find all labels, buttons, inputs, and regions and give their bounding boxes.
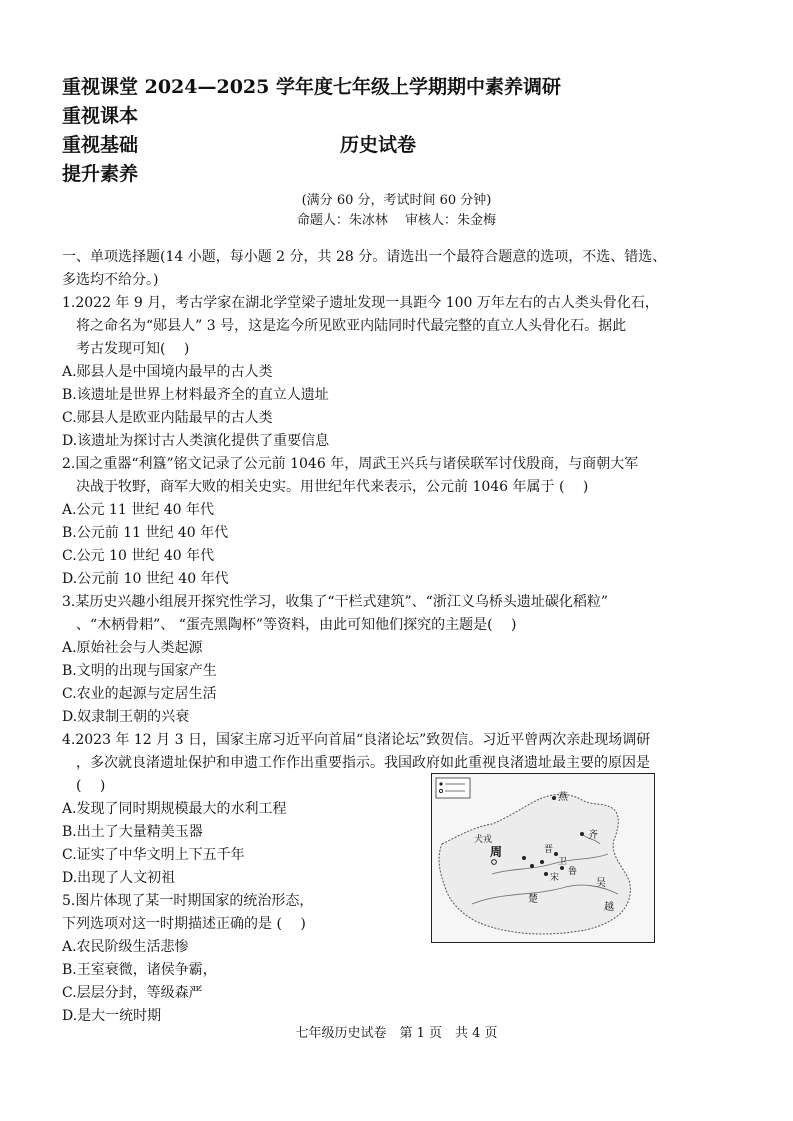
score-time-note: (满分 60 分，考试时间 60 分钟) [301,193,492,208]
subject-title: 历史试卷 [340,134,417,156]
map-label: 鲁 [568,867,578,877]
q4-stem-cont: ，多次就良渚遗址保护和申遗工作作出重要指示。我国政府如此重视良渚遗址最主要的原因是 [76,755,650,771]
map-label: 燕 [558,792,568,803]
q5-option-d: D.是大一统时期 [62,1008,162,1024]
q1-option-d: D.该遗址为探讨古人类演化提供了重要信息 [62,433,330,449]
q4-option-c: C.证实了中华文明上下五千年 [62,847,245,863]
q4-stem: 4.2023 年 12 月 3 日，国家主席习近平向首届“良渚论坛”致贺信。习近平曾两次亲赴现场调研 [62,732,651,748]
map-label: 宋 [550,873,560,883]
q2-stem-cont: 决战于牧野，商军大败的相关史实。用世纪年代来表示，公元前 1046 年属于 ( ) [76,479,589,495]
q5-stem-cont: 下列选项对这一时期描述正确的是 ( ) [62,916,306,932]
q3-stem-cont: 、“木柄骨耜”、 “蛋壳黑陶杯”等资料，由此可知他们探究的主题是( ) [76,617,517,633]
map-label: 吴 [596,878,606,889]
q1-option-b: B.该遗址是世界上材料最齐全的直立人遗址 [62,387,329,403]
q5-option-c: C.层层分封，等级森严 [62,985,203,1001]
q5-stem: 5.图片体现了某一时期国家的统治形态， [62,893,314,909]
map-legend [436,778,470,798]
q3-option-b: B.文明的出现与国家产生 [62,663,217,679]
slogan-line-4: 提升素养 [62,163,139,185]
section-title-cont: 多选均不给分。) [62,272,159,288]
q3-stem: 3.某历史兴趣小组展开探究性学习，收集了“干栏式建筑”、“浙江义乌桥头遗址碳化稻粒” [62,594,608,610]
map-label: 周 [490,845,503,859]
q4-option-d: D.出现了人文初祖 [62,870,176,886]
slogan-line-2: 重视课本 [62,105,139,127]
section-title: 一、单项选择题(14 小题，每小题 2 分，共 28 分。请选出一个最符合题意的选项，不选、错选、 [62,249,667,265]
q2-option-b: B.公元前 11 世纪 40 年代 [62,525,229,541]
map-label: 晋 [544,845,554,855]
q1-stem-cont: 考古发现可知( ) [76,341,190,357]
q1-stem-cont: 将之命名为“郧县人” 3 号，这是迄今所见欧亚内陆同时代最完整的直立人头骨化石。据此 [76,318,627,334]
q5-option-a: A.农民阶级生活悲惨 [62,939,189,955]
q3-option-c: C.农业的起源与定居生活 [62,686,217,702]
q2-option-a: A.公元 11 世纪 40 年代 [62,502,214,518]
map-label: 卫 [558,857,568,867]
q3-option-d: D.奴隶制王朝的兴衰 [62,709,190,725]
map-label: 齐 [588,830,598,841]
q1-option-c: C.郧县人是欧亚内陆最早的古人类 [62,410,273,426]
authors-line: 命题人：朱冰林 审核人：朱金梅 [296,213,497,228]
q2-option-c: C.公元 10 世纪 40 年代 [62,548,215,564]
exam-title: 重视课堂 2024—2025 学年度七年级上学期期中素养调研 [62,76,561,98]
q4-option-a: A.发现了同时期规模最大的水利工程 [62,801,287,817]
q2-stem: 2.国之重器“利簋”铭文记录了公元前 1046 年，周武王兴兵与诸侯联军讨伐殷商，与商朝大军 [62,456,639,472]
map-label: 越 [604,902,614,913]
q3-option-a: A.原始社会与人类起源 [62,640,203,656]
q4-stem-cont: ( ) [76,778,106,794]
q5-option-b: B.王室衰微，诸侯争霸， [62,962,217,978]
slogan-line-3: 重视基础 [62,134,139,156]
map-illustration [432,774,654,942]
q4-option-b: B.出土了大量精美玉器 [62,824,203,840]
q1-option-a: A.郧县人是中国境内最早的古人类 [62,364,273,380]
map-label: 犬戎 [474,835,493,845]
q1-stem: 1.2022 年 9 月，考古学家在湖北学堂梁子遗址发现一具距今 100 万年左右的古人类头骨化石， [62,295,659,311]
q2-option-d: D.公元前 10 世纪 40 年代 [62,571,229,587]
map-label: 楚 [528,894,538,905]
western-zhou-map [431,773,655,943]
page-footer: 七年级历史试卷 第 1 页 共 4 页 [295,1026,498,1041]
